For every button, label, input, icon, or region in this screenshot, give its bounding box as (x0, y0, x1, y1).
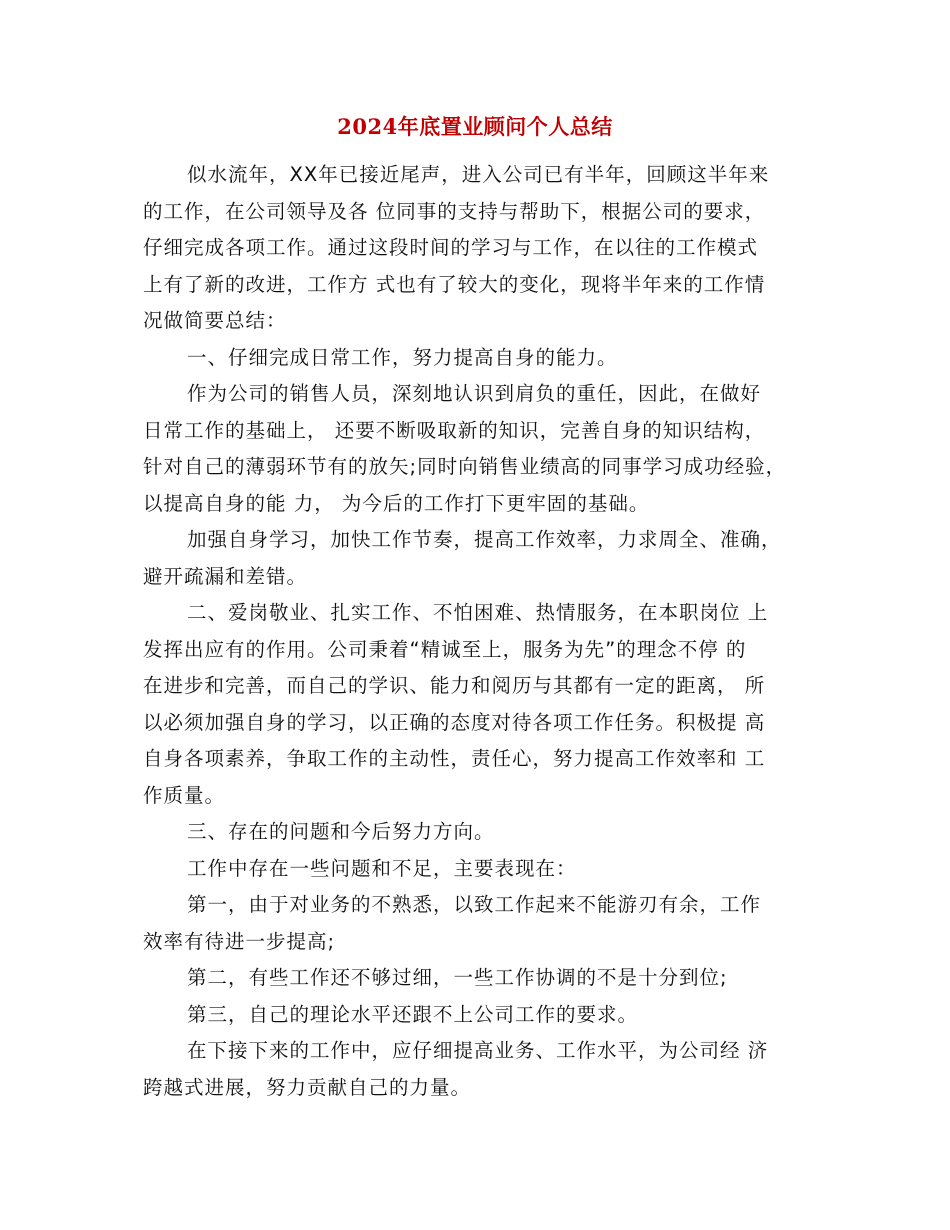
text-line: 加强自身学习，加快工作节奏，提高工作效率，力求周全、准确， (187, 528, 782, 551)
text-line: 似水流年，XX年已接近尾声，进入公司已有半年，回顾这半年来 (187, 163, 770, 186)
text-line: 况做简要总结： (143, 309, 287, 332)
text-line: 以提高自身的能 力， 为今后的工作打下更牢固的基础。 (143, 491, 650, 515)
text-line: 第三，自己的理论水平还跟不上公司工作的要求。 (187, 1002, 639, 1026)
text-line: 在进步和完善，而自己的学识、能力和阅历与其都有一定的距离， 所 (143, 674, 766, 697)
text-line: 上有了新的改进，工作方 式也有了较大的变化，现将半年来的工作情 (143, 272, 766, 296)
text-line: 针对自己的薄弱环节有的放矢;同时向销售业绩高的同事学习成功经验， (143, 455, 787, 478)
text-line: 效率有待进一步提高; (143, 929, 336, 953)
text-line: 避开疏漏和差错。 (143, 564, 308, 588)
text-line: 的工作，在公司领导及各 位同事的支持与帮助下，根据公司的要求， (143, 199, 766, 223)
text-line: 作为公司的销售人员，深刻地认识到肩负的重任，因此，在做好 (187, 382, 762, 405)
text-line: 二、爱岗敬业、扎实工作、不怕困难、热情服务，在本职岗位 上 (187, 601, 769, 624)
text-line: 在下接下来的工作中，应仔细提高业务、工作水平，为公司经 济 (187, 1039, 769, 1062)
text-line: 第一，由于对业务的不熟悉，以致工作起来不能游刃有余，工作 (187, 893, 762, 916)
text-line: 作质量。 (143, 783, 226, 807)
text-line: 自身各项素养，争取工作的主动性，责任心，努力提高工作效率和 工 (143, 747, 766, 770)
text-line: 仔细完成各项工作。通过这段时间的学习与工作，在以往的工作模式 (143, 236, 759, 259)
text-line: 发挥出应有的作用。公司秉着“精诚至上，服务为先”的理念不停 的 (143, 637, 747, 661)
text-line: 三、存在的问题和今后努力方向。 (187, 820, 495, 843)
document-title: 2024年底置业顾问个人总结 (337, 114, 613, 139)
text-line: 工作中存在一些问题和不足，主要表现在： (187, 856, 577, 880)
text-line: 一、仔细完成日常工作，努力提高自身的能力。 (187, 345, 618, 369)
text-line: 日常工作的基础上， 还要不断吸取新的知识，完善自身的知识结构， (143, 418, 766, 442)
text-line: 跨越式进展，努力贡献自己的力量。 (143, 1075, 472, 1099)
text-line: 以必须加强自身的学习，以正确的态度对待各项工作任务。积极提 高 (143, 710, 766, 734)
document-body (143, 157, 809, 1106)
text-line: 第二，有些工作还不够过细，一些工作协调的不是十分到位; (187, 966, 728, 989)
